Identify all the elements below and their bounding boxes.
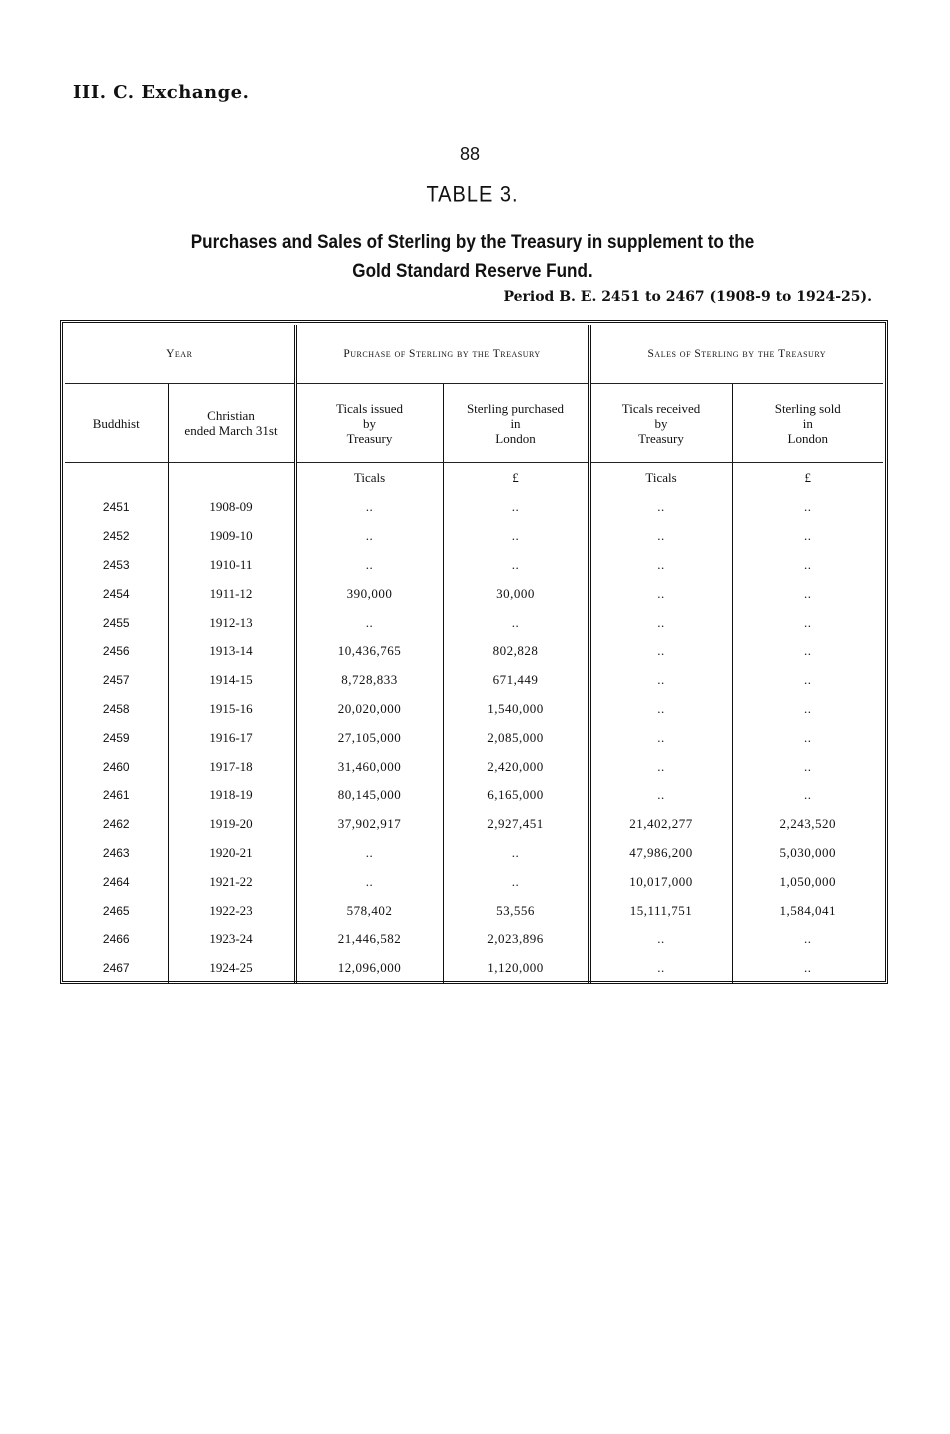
table-row xyxy=(65,810,883,839)
sterling-purchased-cell: 2,023,896 xyxy=(443,925,589,954)
header-line: Ticals issued xyxy=(335,400,404,416)
table-row xyxy=(65,551,883,580)
sterling-sold-cell: .. xyxy=(732,925,883,954)
table-row xyxy=(65,781,883,810)
christian-year-cell: 1918-19 xyxy=(168,781,295,810)
sterling-purchased-cell: 1,540,000 xyxy=(443,695,589,724)
buddhist-year-cell: 2465 xyxy=(102,903,130,918)
christian-year-cell: 1910-11 xyxy=(168,551,295,580)
buddhist-year-cell: 2460 xyxy=(102,759,130,774)
sterling-sold-cell: .. xyxy=(732,637,883,666)
buddhist-year-cell: 2454 xyxy=(102,586,130,601)
sterling-sold-cell: 1,050,000 xyxy=(732,867,883,896)
christian-year-cell: 1909-10 xyxy=(168,522,295,551)
table-row xyxy=(65,608,883,637)
table-subtitle xyxy=(155,228,790,286)
header-purchase: Purchase of Sterling by the Treasury xyxy=(295,325,589,384)
ticals-issued-cell: 27,105,000 xyxy=(295,723,443,752)
christian-year-cell: 1924-25 xyxy=(168,954,295,983)
buddhist-year-cell: 2452 xyxy=(102,529,130,544)
christian-year-cell: 1917-18 xyxy=(168,752,295,781)
ticals-received-cell: .. xyxy=(589,493,732,522)
ticals-received-cell: .. xyxy=(589,954,732,983)
buddhist-year-cell: 2451 xyxy=(102,500,130,515)
header-line: Sterling purchased xyxy=(466,400,565,416)
ticals-issued-cell: 21,446,582 xyxy=(295,925,443,954)
table-row xyxy=(65,723,883,752)
sterling-purchased-cell: 802,828 xyxy=(443,637,589,666)
table-row xyxy=(65,666,883,695)
ticals-issued-cell: 12,096,000 xyxy=(295,954,443,983)
ticals-received-cell: .. xyxy=(589,522,732,551)
header-year: Year xyxy=(65,325,295,384)
sterling-purchased-cell: 671,449 xyxy=(443,666,589,695)
header-ticals-received xyxy=(589,384,732,463)
buddhist-year-cell: 2467 xyxy=(102,961,130,976)
sterling-purchased-cell: .. xyxy=(443,839,589,868)
table-row xyxy=(65,637,883,666)
section-header: III. C. Exchange. xyxy=(73,82,250,103)
ticals-received-cell: 47,986,200 xyxy=(589,839,732,868)
buddhist-year-cell: 2463 xyxy=(102,845,130,860)
header-christian xyxy=(168,384,295,463)
buddhist-year-cell: 2462 xyxy=(102,817,130,832)
christian-year-cell: 1911-12 xyxy=(168,579,295,608)
christian-year-cell: 1922-23 xyxy=(168,896,295,925)
buddhist-year-cell: 2455 xyxy=(102,615,130,630)
ticals-issued-cell: .. xyxy=(295,551,443,580)
ticals-issued-cell: 80,145,000 xyxy=(295,781,443,810)
ticals-issued-cell: 8,728,833 xyxy=(295,666,443,695)
header-line: London xyxy=(787,430,828,446)
ticals-received-cell: .. xyxy=(589,666,732,695)
table-row xyxy=(65,839,883,868)
header-line: in xyxy=(510,415,521,431)
header-sterling-purchased xyxy=(443,384,589,463)
christian-year-cell: 1915-16 xyxy=(168,695,295,724)
sterling-sold-cell: .. xyxy=(732,579,883,608)
christian-year-cell: 1913-14 xyxy=(168,637,295,666)
header-christian-line-2: ended March 31st xyxy=(184,423,278,438)
ticals-received-cell: .. xyxy=(589,752,732,781)
header-christian-line-1: Christian xyxy=(207,408,255,423)
ticals-issued-cell: 37,902,917 xyxy=(295,810,443,839)
sterling-sold-cell: .. xyxy=(732,695,883,724)
table-row xyxy=(65,867,883,896)
header-ticals-issued xyxy=(295,384,443,463)
ticals-received-cell: .. xyxy=(589,637,732,666)
sterling-purchased-cell: 1,120,000 xyxy=(443,954,589,983)
ticals-issued-cell: 578,402 xyxy=(295,896,443,925)
ticals-issued-cell: 390,000 xyxy=(295,579,443,608)
header-line: by xyxy=(654,415,668,431)
sterling-sold-cell: .. xyxy=(732,666,883,695)
header-line: in xyxy=(802,415,813,431)
ticals-issued-cell: 20,020,000 xyxy=(295,695,443,724)
buddhist-year-cell: 2456 xyxy=(102,644,130,659)
ticals-received-cell: .. xyxy=(589,695,732,724)
ticals-received-cell: 21,402,277 xyxy=(589,810,732,839)
unit-ticals-received: Ticals xyxy=(589,463,732,494)
ticals-received-cell: .. xyxy=(589,551,732,580)
ticals-issued-cell: .. xyxy=(295,867,443,896)
header-sales: Sales of Sterling by the Treasury xyxy=(589,325,883,384)
buddhist-year-cell: 2466 xyxy=(102,932,130,947)
ticals-issued-cell: 31,460,000 xyxy=(295,752,443,781)
christian-year-cell: 1920-21 xyxy=(168,839,295,868)
sterling-purchased-cell: 2,927,451 xyxy=(443,810,589,839)
sterling-purchased-cell: 53,556 xyxy=(443,896,589,925)
christian-year-cell: 1919-20 xyxy=(168,810,295,839)
unit-sterling-purchased: £ xyxy=(443,463,589,494)
christian-year-cell: 1912-13 xyxy=(168,608,295,637)
sterling-sold-cell: .. xyxy=(732,954,883,983)
units-row xyxy=(65,463,883,494)
christian-year-cell: 1908-09 xyxy=(168,493,295,522)
unit-sterling-sold: £ xyxy=(732,463,883,494)
sterling-purchased-cell: .. xyxy=(443,522,589,551)
sterling-sold-cell: 2,243,520 xyxy=(732,810,883,839)
table-row xyxy=(65,522,883,551)
ticals-received-cell: 15,111,751 xyxy=(589,896,732,925)
christian-year-cell: 1921-22 xyxy=(168,867,295,896)
buddhist-year-cell: 2459 xyxy=(102,730,130,745)
header-line: Treasury xyxy=(346,430,393,446)
sterling-purchased-cell: .. xyxy=(443,493,589,522)
ticals-received-cell: .. xyxy=(589,579,732,608)
header-buddhist: Buddhist xyxy=(65,384,168,463)
sub-header-row xyxy=(65,384,883,463)
sterling-sold-cell: .. xyxy=(732,522,883,551)
sterling-table xyxy=(65,325,883,983)
table-row xyxy=(65,695,883,724)
buddhist-year-cell: 2464 xyxy=(102,874,130,889)
subtitle-line-2: Gold Standard Reserve Fund. xyxy=(352,261,593,282)
sterling-sold-cell: .. xyxy=(732,723,883,752)
ticals-received-cell: 10,017,000 xyxy=(589,867,732,896)
table-row xyxy=(65,752,883,781)
sterling-sold-cell: .. xyxy=(732,752,883,781)
ticals-issued-cell: .. xyxy=(295,839,443,868)
ticals-issued-cell: .. xyxy=(295,493,443,522)
table-title: TABLE 3. xyxy=(426,182,519,208)
table-row xyxy=(65,493,883,522)
ticals-received-cell: .. xyxy=(589,781,732,810)
sterling-sold-cell: .. xyxy=(732,608,883,637)
christian-year-cell: 1914-15 xyxy=(168,666,295,695)
ticals-issued-cell: 10,436,765 xyxy=(295,637,443,666)
header-line: by xyxy=(363,415,376,431)
header-line: Sterling sold xyxy=(774,400,841,416)
subtitle-line-1: Purchases and Sales of Sterling by the Treasury in supplement to the xyxy=(190,232,755,253)
sterling-sold-cell: .. xyxy=(732,551,883,580)
table-row xyxy=(65,579,883,608)
table-row xyxy=(65,954,883,983)
ticals-issued-cell: .. xyxy=(295,608,443,637)
sterling-purchased-cell: 2,420,000 xyxy=(443,752,589,781)
sterling-purchased-cell: 30,000 xyxy=(443,579,589,608)
buddhist-year-cell: 2453 xyxy=(102,557,130,572)
sterling-purchased-cell: 6,165,000 xyxy=(443,781,589,810)
header-line: London xyxy=(495,430,536,446)
sterling-sold-cell: .. xyxy=(732,493,883,522)
sterling-sold-cell: 5,030,000 xyxy=(732,839,883,868)
page-number: 88 xyxy=(459,144,481,164)
header-line: Ticals received xyxy=(621,400,701,416)
unit-ticals-issued: Ticals xyxy=(295,463,443,494)
sterling-sold-cell: .. xyxy=(732,781,883,810)
christian-year-cell: 1916-17 xyxy=(168,723,295,752)
group-header-row xyxy=(65,325,883,384)
header-sterling-sold xyxy=(732,384,883,463)
buddhist-year-cell: 2458 xyxy=(102,701,130,716)
buddhist-year-cell: 2457 xyxy=(102,673,130,688)
period-caption: Period B. E. 2451 to 2467 (1908-9 to 1924-25). xyxy=(503,289,872,305)
christian-year-cell: 1923-24 xyxy=(168,925,295,954)
ticals-received-cell: .. xyxy=(589,608,732,637)
ticals-received-cell: .. xyxy=(589,925,732,954)
sterling-purchased-cell: .. xyxy=(443,608,589,637)
sterling-sold-cell: 1,584,041 xyxy=(732,896,883,925)
ticals-issued-cell: .. xyxy=(295,522,443,551)
sterling-purchased-cell: .. xyxy=(443,867,589,896)
ticals-received-cell: .. xyxy=(589,723,732,752)
table-row xyxy=(65,896,883,925)
header-line: Treasury xyxy=(638,430,684,446)
buddhist-year-cell: 2461 xyxy=(102,788,130,803)
sterling-purchased-cell: 2,085,000 xyxy=(443,723,589,752)
sterling-purchased-cell: .. xyxy=(443,551,589,580)
table-row xyxy=(65,925,883,954)
